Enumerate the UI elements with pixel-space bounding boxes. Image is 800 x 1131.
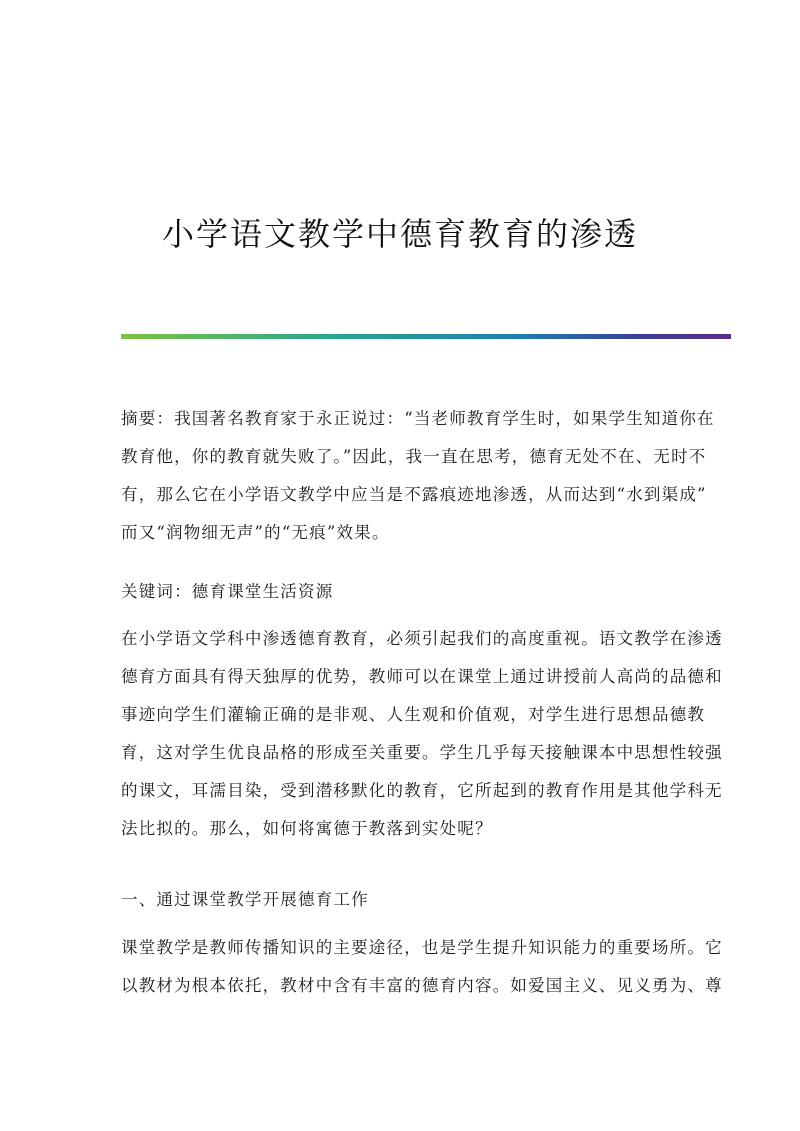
paragraph-line: 课堂教学是教师传播知识的主要途径，也是学生提升知识能力的重要场所。它 (121, 938, 723, 957)
paragraph-line: 德育方面具有得天独厚的优势，教师可以在课堂上通过讲授前人高尚的品德和 (121, 667, 723, 686)
abstract-line: 摘要：我国著名教育家于永正说过：“当老师教育学生时，如果学生知道你在 (121, 409, 715, 428)
keywords (121, 573, 681, 611)
abstract (121, 400, 715, 552)
abstract-line: 而又“润物细无声”的“无痕”效果。 (121, 523, 390, 542)
paragraph-line: 育，这对学生优良品格的形成至关重要。学生几乎每天接触课本中思想性较强 (121, 743, 723, 762)
abstract-line: 教育他，你的教育就失败了。”因此，我一直在思考，德育无处不在、无时不 (121, 447, 707, 466)
title-divider (121, 334, 731, 339)
paragraph-line: 法比拟的。那么，如何将寓德于教落到实处呢？ (121, 819, 493, 838)
section-heading-text: 一、通过课堂教学开展德育工作 (121, 890, 369, 909)
document-title: 小学语文教学中德育教育的渗透 (161, 215, 638, 254)
paragraph-line: 事迹向学生们灌输正确的是非观、人生观和价值观，对学生进行思想品德教 (121, 705, 706, 724)
paragraph-line: 以教材为根本依托，教材中含有丰富的德育内容。如爱国主义、见义勇为、尊 (121, 976, 723, 995)
paragraph-1 (121, 620, 723, 848)
abstract-line: 有，那么它在小学语文教学中应当是不露痕迹地渗透，从而达到“水到渠成” (121, 485, 707, 504)
paragraph-2 (121, 929, 723, 1005)
paragraph-line: 的课文，耳濡目染，受到潜移默化的教育，它所起到的教育作用是其他学科无 (121, 781, 723, 800)
paragraph-line: 在小学语文学科中渗透德育教育，必须引起我们的高度重视。语文教学在渗透 (121, 629, 723, 648)
section-heading-1 (121, 881, 681, 919)
keywords-line: 关键词：德育课堂生活资源 (121, 582, 334, 601)
